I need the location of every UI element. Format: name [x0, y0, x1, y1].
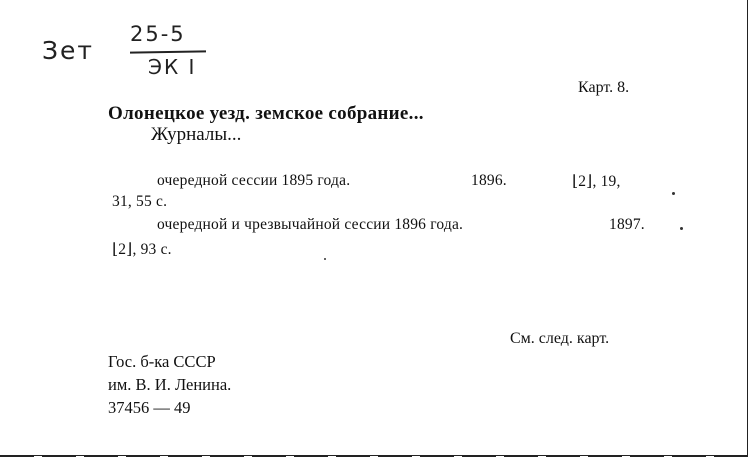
imprint-line-3: 37456 — 49	[108, 398, 191, 417]
card-bottom-edge	[0, 455, 750, 457]
entry-2-continuation: ⌊2⌋, 93 с.	[112, 241, 172, 258]
card-heading: Олонецкое уезд. земское собрание...	[108, 103, 424, 124]
card-number: Карт. 8.	[578, 79, 630, 96]
imprint-line-1: Гос. б-ка СССР	[108, 352, 216, 371]
entry-1-continuation: 31, 55 с.	[112, 193, 168, 210]
entry-2-year: 1897.	[609, 216, 645, 233]
entry-2-text: очередной и чрезвычайной сессии 1896 года.	[157, 216, 464, 233]
handwritten-code-top: 25-5	[130, 22, 186, 46]
scan-speck	[324, 258, 326, 260]
imprint-line-2: им. В. И. Ленина.	[108, 375, 232, 394]
scan-speck	[672, 192, 675, 195]
entry-1-text: очередной сессии 1895 года.	[157, 172, 351, 189]
entry-1-volumes: ⌊2⌋, 19,	[572, 173, 621, 190]
card-subheading: Журналы...	[151, 124, 242, 145]
entry-1-year: 1896.	[471, 172, 507, 189]
handwritten-code-bottom: ЭК I	[148, 55, 197, 79]
see-next-card-note: См. след. карт.	[510, 330, 610, 347]
handwritten-mark: Зет	[42, 36, 94, 65]
scan-speck	[680, 227, 683, 230]
